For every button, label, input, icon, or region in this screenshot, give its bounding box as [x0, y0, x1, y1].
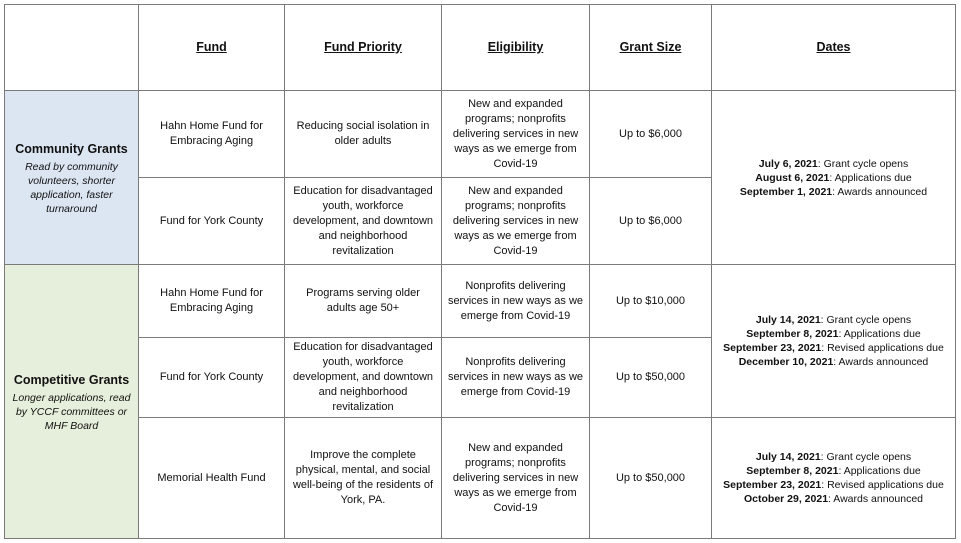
- grant-size-cell: Up to $6,000: [590, 91, 712, 178]
- table-row: [5, 265, 956, 338]
- date-line: July 14, 2021: Grant cycle opens: [755, 451, 912, 463]
- fund-cell: Hahn Home Fund for Embracing Aging: [139, 91, 285, 178]
- priority-cell: Education for disadvantaged youth, workforce development, and downtown and neighborhood revitalization: [285, 178, 442, 265]
- date-line: July 6, 2021: Grant cycle opens: [758, 157, 909, 170]
- date-line: September 8, 2021: Applications due: [746, 465, 921, 477]
- header-grant-size: Grant Size: [590, 5, 712, 91]
- category-description: Read by community volunteers, shorter application, faster turnaround: [25, 160, 118, 215]
- eligibility-cell: Nonprofits delivering services in new ways as we emerge from Covid-19: [442, 338, 590, 418]
- dates-cell: [712, 418, 956, 539]
- date-line: December 10, 2021: Awards announced: [738, 356, 929, 368]
- date-line: September 23, 2021: Revised applications due: [723, 479, 944, 491]
- fund-cell: Hahn Home Fund for Embracing Aging: [139, 265, 285, 338]
- grants-table: [4, 4, 956, 539]
- header-dates: Dates: [712, 5, 956, 91]
- date-line: September 23, 2021: Revised applications due: [723, 342, 944, 354]
- date-line: August 6, 2021: Applications due: [755, 171, 912, 184]
- header-fund-priority: Fund Priority: [285, 5, 442, 91]
- category-title: Competitive Grants: [13, 372, 130, 387]
- date-line: September 1, 2021: Awards announced: [739, 185, 928, 198]
- date-line: July 14, 2021: Grant cycle opens: [755, 314, 912, 326]
- eligibility-cell: Nonprofits delivering services in new ways as we emerge from Covid-19: [442, 265, 590, 338]
- dates-cell: [712, 265, 956, 418]
- eligibility-cell: New and expanded programs; nonprofits delivering services in new ways as we emerge from Covid-19: [442, 418, 590, 539]
- fund-cell: Memorial Health Fund: [139, 418, 285, 539]
- date-line: October 29, 2021: Awards announced: [743, 493, 923, 505]
- category-description: Longer applications, read by YCCF committees or MHF Board: [12, 391, 131, 432]
- fund-cell: Fund for York County: [139, 178, 285, 265]
- dates-cell: [712, 91, 956, 265]
- fund-cell: Fund for York County: [139, 338, 285, 418]
- priority-cell: Programs serving older adults age 50+: [285, 265, 442, 338]
- grant-size-cell: Up to $6,000: [590, 178, 712, 265]
- category-title: Community Grants: [15, 141, 128, 156]
- eligibility-cell: New and expanded programs; nonprofits delivering services in new ways as we emerge from Covid-19: [442, 178, 590, 265]
- header-row: [5, 5, 956, 91]
- grant-size-cell: Up to $10,000: [590, 265, 712, 338]
- table-row: [5, 418, 956, 539]
- grant-size-cell: Up to $50,000: [590, 418, 712, 539]
- category-community-grants: [5, 91, 139, 265]
- category-competitive-grants: [5, 265, 139, 539]
- priority-cell: Improve the complete physical, mental, and social well-being of the residents of York, PA.: [285, 418, 442, 539]
- priority-cell: Reducing social isolation in older adults: [285, 91, 442, 178]
- table-row: [5, 91, 956, 178]
- eligibility-cell: New and expanded programs; nonprofits delivering services in new ways as we emerge from Covid-19: [442, 91, 590, 178]
- date-line: September 8, 2021: Applications due: [746, 328, 921, 340]
- priority-cell: Education for disadvantaged youth, workforce development, and downtown and neighborhood revitalization: [285, 338, 442, 418]
- header-eligibility: Eligibility: [442, 5, 590, 91]
- corner-cell: [5, 5, 139, 91]
- grant-size-cell: Up to $50,000: [590, 338, 712, 418]
- header-fund: Fund: [139, 5, 285, 91]
